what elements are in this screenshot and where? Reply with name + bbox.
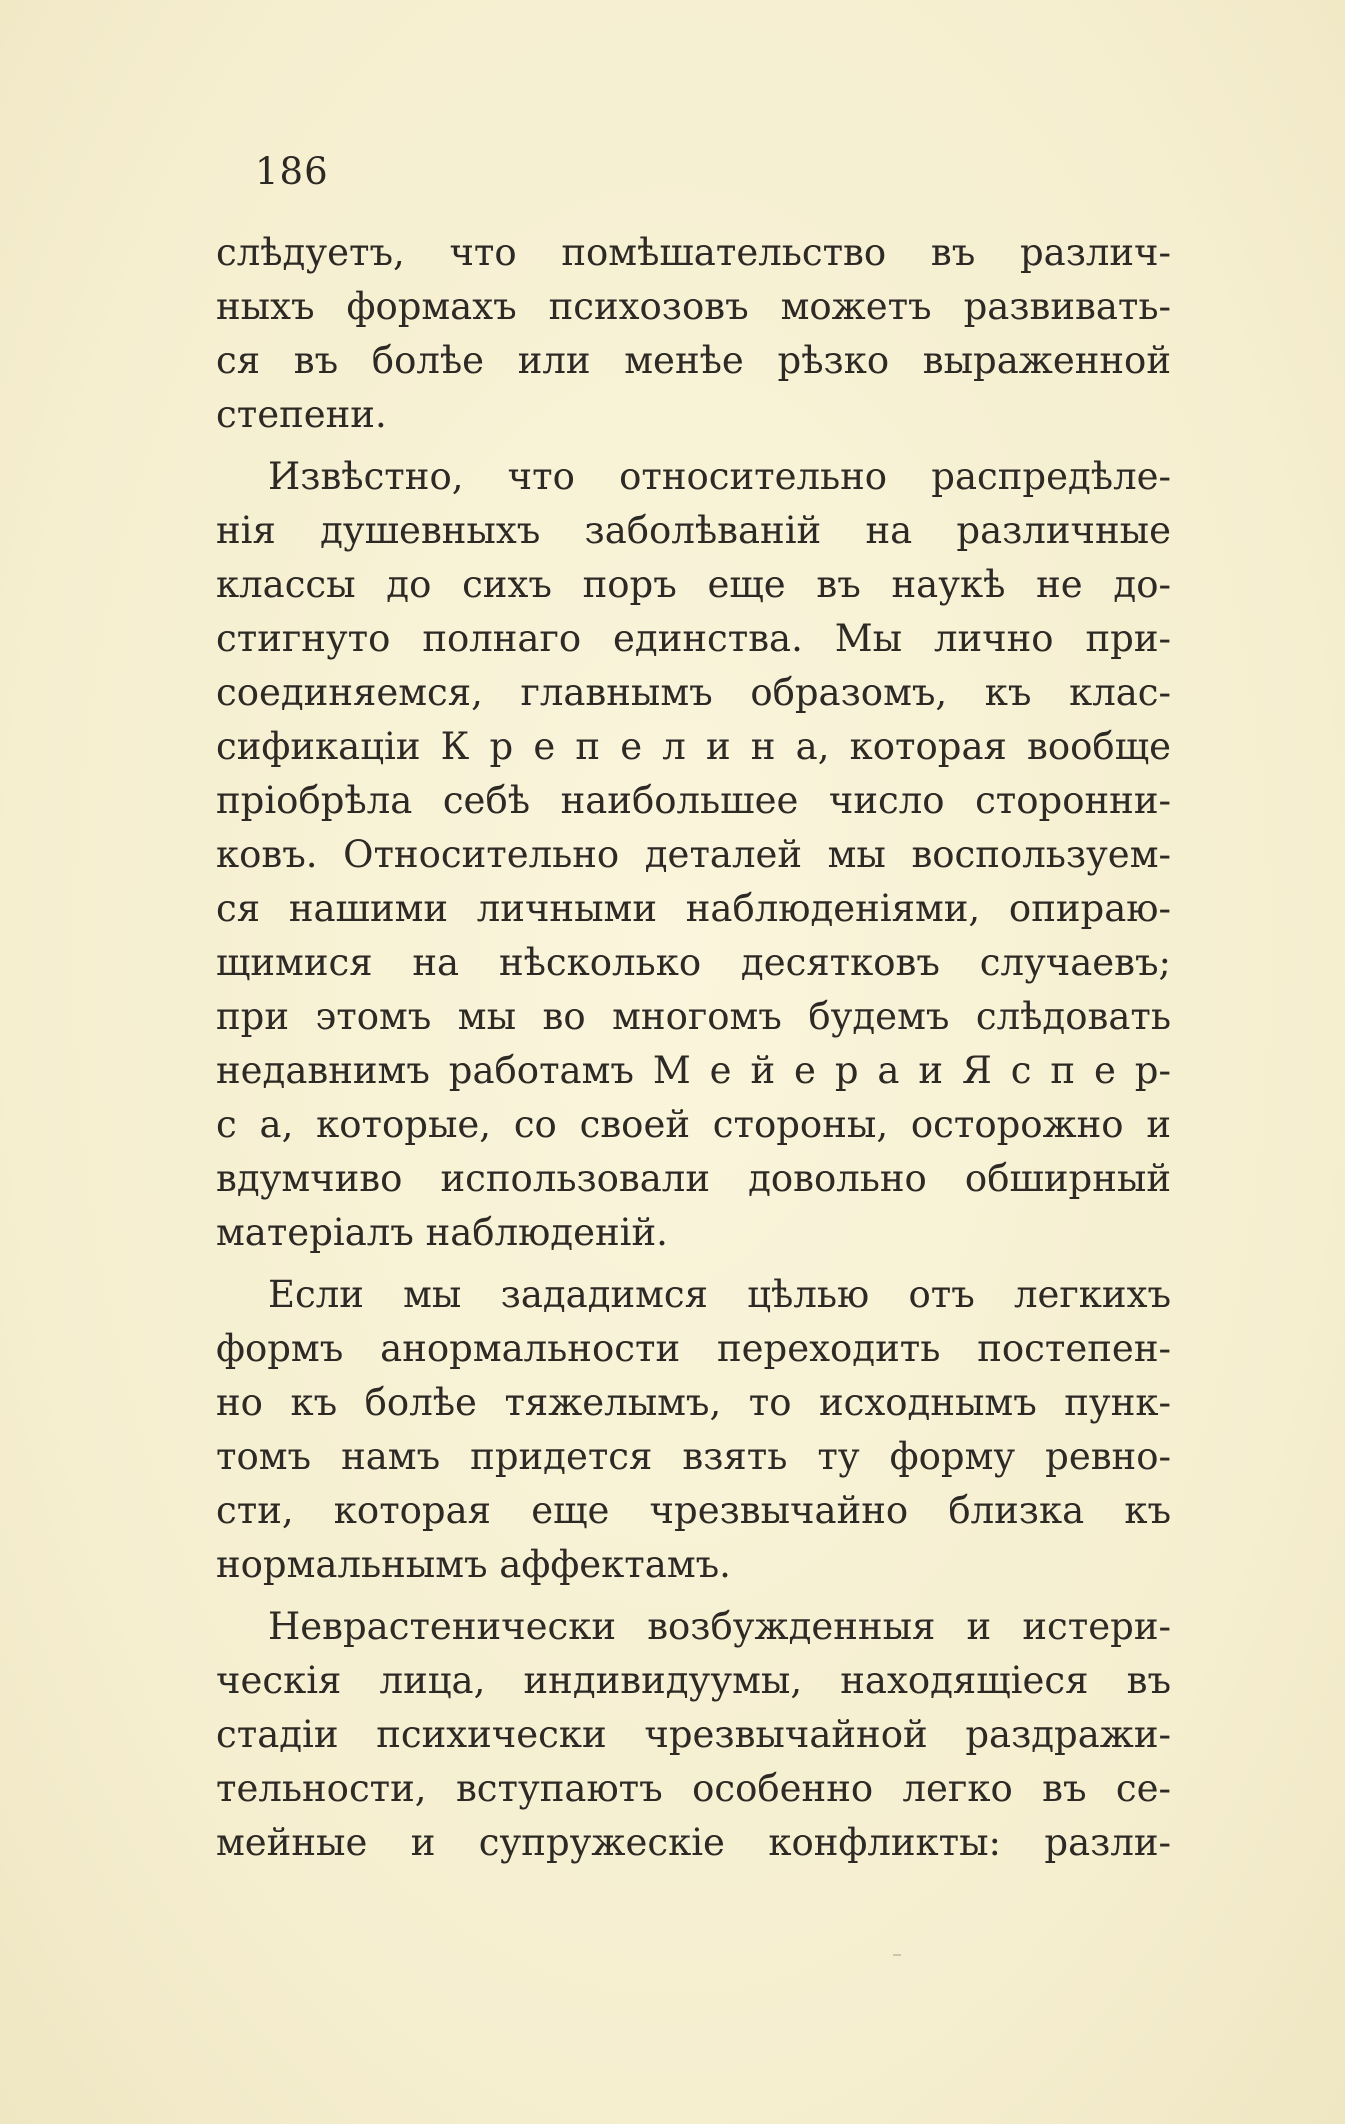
text-line: недавнимъ работамъ М е й е р а и Я с п е р- bbox=[216, 1049, 1171, 1092]
text-line: классы до сихъ поръ еще въ наукѣ не до- bbox=[216, 563, 1171, 606]
paragraph bbox=[216, 450, 1171, 1260]
body-text bbox=[216, 226, 1171, 1870]
text-line: ческія лица, индивидуумы, находящіеся въ bbox=[216, 1659, 1171, 1702]
text-line: нія душевныхъ заболѣваній на различные bbox=[216, 509, 1171, 552]
text-line: но къ болѣе тяжелымъ, то исходнымъ пунк- bbox=[216, 1381, 1171, 1424]
text-line: вдумчиво использовали довольно обширный bbox=[216, 1157, 1171, 1200]
text-line: сти, которая еще чрезвычайно близка къ bbox=[216, 1489, 1171, 1532]
paragraph bbox=[216, 1600, 1171, 1870]
print-mark bbox=[893, 1954, 901, 1956]
text-line: соединяемся, главнымъ образомъ, къ клас- bbox=[216, 671, 1171, 714]
text-line: Если мы зададимся цѣлью отъ легкихъ bbox=[268, 1273, 1171, 1316]
text-line: ковъ. Относительно деталей мы воспользуем- bbox=[216, 833, 1171, 876]
text-line: нормальнымъ аффектамъ. bbox=[216, 1543, 731, 1586]
text-line: мейные и супружескіе конфликты: разли- bbox=[216, 1821, 1171, 1864]
text-line: стадіи психически чрезвычайной раздражи- bbox=[216, 1713, 1171, 1756]
text-line: ся въ болѣе или менѣе рѣзко выраженной bbox=[216, 339, 1171, 382]
text-line: томъ намъ придется взять ту форму ревно- bbox=[216, 1435, 1171, 1478]
text-line: сификаціи К р е п е л и н а, которая вообще bbox=[216, 725, 1171, 768]
text-line: Извѣстно, что относительно распредѣле- bbox=[268, 455, 1171, 498]
text-line: степени. bbox=[216, 393, 387, 436]
text-line: щимися на нѣсколько десятковъ случаевъ; bbox=[216, 941, 1171, 984]
page-number: 186 bbox=[255, 150, 329, 193]
text-line: при этомъ мы во многомъ будемъ слѣдовать bbox=[216, 995, 1171, 1038]
text-line: формъ анормальности переходить постепен- bbox=[216, 1327, 1171, 1370]
text-line: стигнуто полнаго единства. Мы лично при- bbox=[216, 617, 1171, 660]
text-line: ныхъ формахъ психозовъ можетъ развивать- bbox=[216, 285, 1171, 328]
text-line: матеріалъ наблюденій. bbox=[216, 1211, 668, 1254]
paragraph bbox=[216, 1268, 1171, 1592]
text-line: слѣдуетъ, что помѣшательство въ различ- bbox=[216, 231, 1171, 274]
paragraph bbox=[216, 226, 1171, 442]
text-line: ся нашими личными наблюденіями, опираю- bbox=[216, 887, 1171, 930]
text-line: с а, которые, со своей стороны, осторожно и bbox=[216, 1103, 1171, 1146]
text-line: тельности, вступаютъ особенно легко въ се- bbox=[216, 1767, 1171, 1810]
text-line: пріобрѣла себѣ наибольшее число сторонни- bbox=[216, 779, 1171, 822]
text-line: Неврастенически возбужденныя и истери- bbox=[268, 1605, 1171, 1648]
